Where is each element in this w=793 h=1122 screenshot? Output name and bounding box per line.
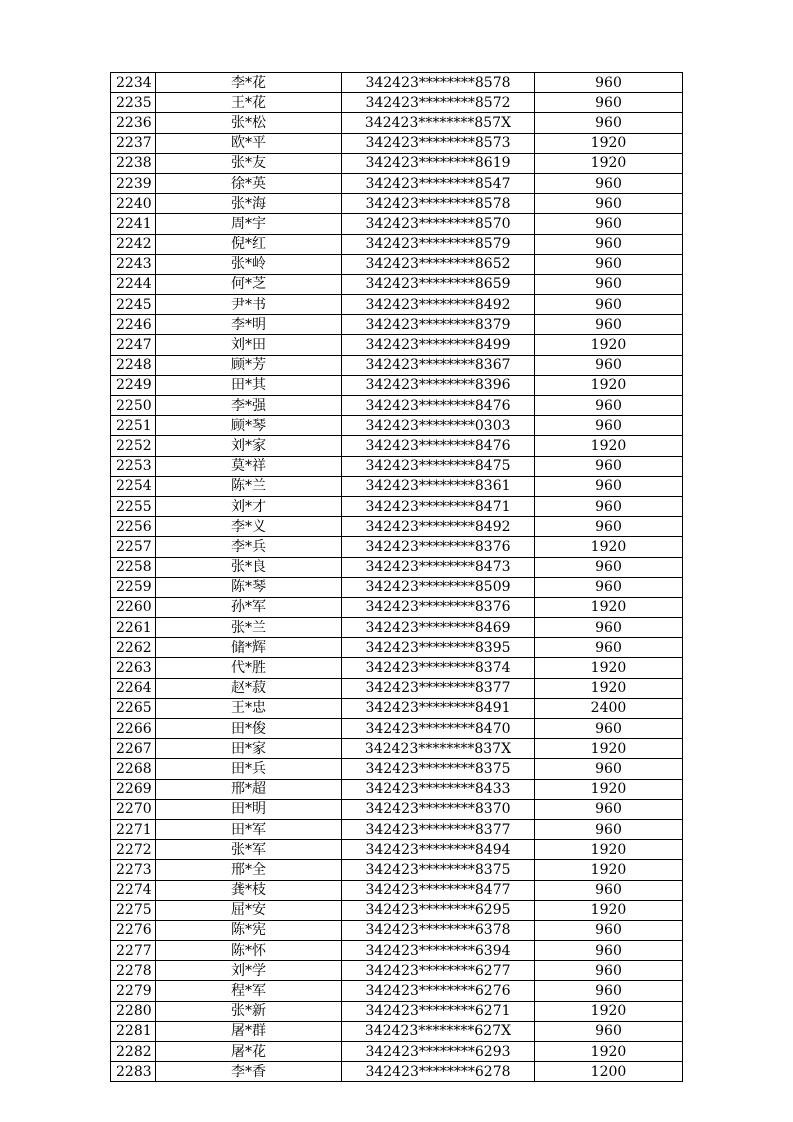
id-number-cell: 342423********8375: [342, 759, 535, 779]
id-number-cell: 342423********8377: [342, 678, 535, 698]
table-row: [111, 496, 683, 516]
id-number-cell: 342423********0303: [342, 416, 535, 436]
table-row: [111, 396, 683, 416]
amount-cell: 960: [535, 880, 683, 900]
amount-cell: 1920: [535, 1001, 683, 1021]
table-row: [111, 658, 683, 678]
id-number-cell: 342423********8547: [342, 173, 535, 193]
table-row: [111, 416, 683, 436]
table-row: [111, 638, 683, 658]
amount-cell: 960: [535, 496, 683, 516]
name-cell: 欧*平: [156, 133, 342, 153]
name-cell: 田*其: [156, 375, 342, 395]
amount-cell: 960: [535, 456, 683, 476]
table-row: [111, 73, 683, 93]
id-number-cell: 342423********8494: [342, 840, 535, 860]
amount-cell: 960: [535, 920, 683, 940]
row-number-cell: 2282: [111, 1042, 156, 1062]
row-number-cell: 2250: [111, 396, 156, 416]
id-number-cell: 342423********8374: [342, 658, 535, 678]
id-number-cell: 342423********6394: [342, 941, 535, 961]
amount-cell: 1920: [535, 153, 683, 173]
name-cell: 屠*群: [156, 1021, 342, 1041]
name-cell: 张*海: [156, 194, 342, 214]
amount-cell: 1920: [535, 658, 683, 678]
name-cell: 田*兵: [156, 759, 342, 779]
name-cell: 顾*琴: [156, 416, 342, 436]
amount-cell: 960: [535, 476, 683, 496]
name-cell: 王*忠: [156, 698, 342, 718]
table-row: [111, 860, 683, 880]
name-cell: 田*军: [156, 819, 342, 839]
id-number-cell: 342423********8652: [342, 254, 535, 274]
row-number-cell: 2267: [111, 739, 156, 759]
id-number-cell: 342423********8499: [342, 335, 535, 355]
id-number-cell: 342423********8509: [342, 577, 535, 597]
row-number-cell: 2271: [111, 819, 156, 839]
table-row: [111, 295, 683, 315]
id-number-cell: 342423********8470: [342, 719, 535, 739]
name-cell: 屠*花: [156, 1042, 342, 1062]
row-number-cell: 2249: [111, 375, 156, 395]
row-number-cell: 2258: [111, 557, 156, 577]
name-cell: 邢*全: [156, 860, 342, 880]
amount-cell: 1200: [535, 1062, 683, 1082]
row-number-cell: 2254: [111, 476, 156, 496]
amount-cell: 960: [535, 173, 683, 193]
row-number-cell: 2244: [111, 274, 156, 294]
row-number-cell: 2243: [111, 254, 156, 274]
amount-cell: 960: [535, 315, 683, 335]
amount-cell: 960: [535, 234, 683, 254]
name-cell: 程*军: [156, 981, 342, 1001]
row-number-cell: 2269: [111, 779, 156, 799]
name-cell: 张*军: [156, 840, 342, 860]
row-number-cell: 2242: [111, 234, 156, 254]
table-row: [111, 819, 683, 839]
name-cell: 何*芝: [156, 274, 342, 294]
table-row: [111, 557, 683, 577]
amount-cell: 960: [535, 93, 683, 113]
row-number-cell: 2246: [111, 315, 156, 335]
table-row: [111, 941, 683, 961]
amount-cell: 1920: [535, 597, 683, 617]
table-row: [111, 577, 683, 597]
table-row: [111, 113, 683, 133]
row-number-cell: 2264: [111, 678, 156, 698]
name-cell: 李*兵: [156, 537, 342, 557]
amount-cell: 960: [535, 416, 683, 436]
name-cell: 刘*田: [156, 335, 342, 355]
amount-cell: 1920: [535, 375, 683, 395]
name-cell: 李*花: [156, 73, 342, 93]
id-number-cell: 342423********8475: [342, 456, 535, 476]
table-row: [111, 900, 683, 920]
id-number-cell: 342423********8367: [342, 355, 535, 375]
row-number-cell: 2251: [111, 416, 156, 436]
row-number-cell: 2241: [111, 214, 156, 234]
id-number-cell: 342423********8476: [342, 436, 535, 456]
id-number-cell: 342423********8578: [342, 194, 535, 214]
id-number-cell: 342423********6278: [342, 1062, 535, 1082]
row-number-cell: 2263: [111, 658, 156, 678]
name-cell: 刘*学: [156, 961, 342, 981]
id-number-cell: 342423********8578: [342, 73, 535, 93]
table-row: [111, 375, 683, 395]
table-row: [111, 456, 683, 476]
row-number-cell: 2240: [111, 194, 156, 214]
amount-cell: 960: [535, 941, 683, 961]
table-row: [111, 678, 683, 698]
name-cell: 刘*才: [156, 496, 342, 516]
name-cell: 李*明: [156, 315, 342, 335]
row-number-cell: 2253: [111, 456, 156, 476]
id-number-cell: 342423********8379: [342, 315, 535, 335]
id-number-cell: 342423********8396: [342, 375, 535, 395]
id-number-cell: 342423********6271: [342, 1001, 535, 1021]
name-cell: 代*胜: [156, 658, 342, 678]
name-cell: 陈*怀: [156, 941, 342, 961]
row-number-cell: 2278: [111, 961, 156, 981]
id-number-cell: 342423********8473: [342, 557, 535, 577]
id-number-cell: 342423********837X: [342, 739, 535, 759]
name-cell: 李*强: [156, 396, 342, 416]
amount-cell: 1920: [535, 739, 683, 759]
row-number-cell: 2262: [111, 638, 156, 658]
row-number-cell: 2274: [111, 880, 156, 900]
row-number-cell: 2275: [111, 900, 156, 920]
table-row: [111, 476, 683, 496]
row-number-cell: 2280: [111, 1001, 156, 1021]
id-number-cell: 342423********8492: [342, 517, 535, 537]
id-number-cell: 342423********6277: [342, 961, 535, 981]
id-number-cell: 342423********857X: [342, 113, 535, 133]
id-number-cell: 342423********8619: [342, 153, 535, 173]
table-row: [111, 194, 683, 214]
row-number-cell: 2247: [111, 335, 156, 355]
name-cell: 顾*芳: [156, 355, 342, 375]
name-cell: 张*友: [156, 153, 342, 173]
table-row: [111, 920, 683, 940]
amount-cell: 960: [535, 214, 683, 234]
id-number-cell: 342423********8477: [342, 880, 535, 900]
name-cell: 莫*祥: [156, 456, 342, 476]
name-cell: 李*义: [156, 517, 342, 537]
amount-cell: 960: [535, 981, 683, 1001]
id-number-cell: 342423********8572: [342, 93, 535, 113]
table-row: [111, 1001, 683, 1021]
name-cell: 陈*琴: [156, 577, 342, 597]
row-number-cell: 2248: [111, 355, 156, 375]
amount-cell: 960: [535, 254, 683, 274]
amount-cell: 960: [535, 961, 683, 981]
name-cell: 孙*军: [156, 597, 342, 617]
amount-cell: 1920: [535, 537, 683, 557]
amount-cell: 960: [535, 113, 683, 133]
table-row: [111, 133, 683, 153]
id-number-cell: 342423********8492: [342, 295, 535, 315]
id-number-cell: 342423********8395: [342, 638, 535, 658]
id-number-cell: 342423********8659: [342, 274, 535, 294]
row-number-cell: 2245: [111, 295, 156, 315]
amount-cell: 1920: [535, 133, 683, 153]
row-number-cell: 2252: [111, 436, 156, 456]
row-number-cell: 2272: [111, 840, 156, 860]
table-row: [111, 880, 683, 900]
table-row: [111, 153, 683, 173]
name-cell: 陈*宪: [156, 920, 342, 940]
row-number-cell: 2268: [111, 759, 156, 779]
id-number-cell: 342423********6276: [342, 981, 535, 1001]
table-row: [111, 537, 683, 557]
amount-cell: 1920: [535, 1042, 683, 1062]
row-number-cell: 2276: [111, 920, 156, 940]
name-cell: 屈*安: [156, 900, 342, 920]
name-cell: 张*新: [156, 1001, 342, 1021]
row-number-cell: 2256: [111, 517, 156, 537]
name-cell: 田*俊: [156, 719, 342, 739]
row-number-cell: 2283: [111, 1062, 156, 1082]
table-row: [111, 597, 683, 617]
row-number-cell: 2273: [111, 860, 156, 880]
table-row: [111, 779, 683, 799]
row-number-cell: 2235: [111, 93, 156, 113]
name-cell: 田*家: [156, 739, 342, 759]
amount-cell: 1920: [535, 678, 683, 698]
name-cell: 王*花: [156, 93, 342, 113]
id-number-cell: 342423********8377: [342, 819, 535, 839]
table-row: [111, 961, 683, 981]
amount-cell: 2400: [535, 698, 683, 718]
id-number-cell: 342423********6295: [342, 900, 535, 920]
row-number-cell: 2259: [111, 577, 156, 597]
name-cell: 储*辉: [156, 638, 342, 658]
row-number-cell: 2234: [111, 73, 156, 93]
table-row: [111, 517, 683, 537]
name-cell: 徐*英: [156, 173, 342, 193]
table-body: [111, 73, 683, 1082]
amount-cell: 960: [535, 355, 683, 375]
table-row: [111, 698, 683, 718]
name-cell: 倪*红: [156, 234, 342, 254]
table-row: [111, 618, 683, 638]
id-number-cell: 342423********8570: [342, 214, 535, 234]
amount-cell: 1920: [535, 335, 683, 355]
amount-cell: 960: [535, 577, 683, 597]
amount-cell: 1920: [535, 900, 683, 920]
id-number-cell: 342423********8376: [342, 537, 535, 557]
amount-cell: 960: [535, 638, 683, 658]
amount-cell: 960: [535, 517, 683, 537]
row-number-cell: 2237: [111, 133, 156, 153]
id-number-cell: 342423********8573: [342, 133, 535, 153]
name-cell: 邢*超: [156, 779, 342, 799]
table-row: [111, 739, 683, 759]
table-row: [111, 335, 683, 355]
amount-cell: 960: [535, 73, 683, 93]
name-cell: 尹*书: [156, 295, 342, 315]
amount-cell: 960: [535, 759, 683, 779]
amount-cell: 960: [535, 799, 683, 819]
row-number-cell: 2260: [111, 597, 156, 617]
row-number-cell: 2270: [111, 799, 156, 819]
name-cell: 田*明: [156, 799, 342, 819]
subsidy-table: [110, 72, 683, 1082]
id-number-cell: 342423********8375: [342, 860, 535, 880]
table-row: [111, 436, 683, 456]
amount-cell: 960: [535, 194, 683, 214]
table-row: [111, 981, 683, 1001]
name-cell: 周*宇: [156, 214, 342, 234]
row-number-cell: 2277: [111, 941, 156, 961]
amount-cell: 960: [535, 295, 683, 315]
amount-cell: 1920: [535, 779, 683, 799]
amount-cell: 1920: [535, 436, 683, 456]
table-row: [111, 759, 683, 779]
row-number-cell: 2279: [111, 981, 156, 1001]
id-number-cell: 342423********8469: [342, 618, 535, 638]
name-cell: 赵*菽: [156, 678, 342, 698]
table-row: [111, 840, 683, 860]
amount-cell: 960: [535, 274, 683, 294]
row-number-cell: 2261: [111, 618, 156, 638]
table-row: [111, 173, 683, 193]
table-row: [111, 719, 683, 739]
amount-cell: 960: [535, 557, 683, 577]
amount-cell: 960: [535, 719, 683, 739]
name-cell: 张*良: [156, 557, 342, 577]
id-number-cell: 342423********8433: [342, 779, 535, 799]
id-number-cell: 342423********6378: [342, 920, 535, 940]
row-number-cell: 2281: [111, 1021, 156, 1041]
name-cell: 龚*枝: [156, 880, 342, 900]
id-number-cell: 342423********8491: [342, 698, 535, 718]
row-number-cell: 2257: [111, 537, 156, 557]
table-row: [111, 274, 683, 294]
id-number-cell: 342423********8376: [342, 597, 535, 617]
name-cell: 刘*家: [156, 436, 342, 456]
table-row: [111, 234, 683, 254]
table-row: [111, 355, 683, 375]
row-number-cell: 2236: [111, 113, 156, 133]
row-number-cell: 2265: [111, 698, 156, 718]
id-number-cell: 342423********8471: [342, 496, 535, 516]
amount-cell: 960: [535, 618, 683, 638]
name-cell: 张*兰: [156, 618, 342, 638]
id-number-cell: 342423********8476: [342, 396, 535, 416]
row-number-cell: 2238: [111, 153, 156, 173]
table-row: [111, 1042, 683, 1062]
amount-cell: 960: [535, 1021, 683, 1041]
amount-cell: 960: [535, 396, 683, 416]
id-number-cell: 342423********8361: [342, 476, 535, 496]
amount-cell: 1920: [535, 860, 683, 880]
id-number-cell: 342423********8370: [342, 799, 535, 819]
name-cell: 张*岭: [156, 254, 342, 274]
name-cell: 李*香: [156, 1062, 342, 1082]
amount-cell: 1920: [535, 840, 683, 860]
id-number-cell: 342423********627X: [342, 1021, 535, 1041]
table-row: [111, 315, 683, 335]
table-row: [111, 1062, 683, 1082]
row-number-cell: 2255: [111, 496, 156, 516]
name-cell: 陈*兰: [156, 476, 342, 496]
name-cell: 张*松: [156, 113, 342, 133]
table-row: [111, 214, 683, 234]
row-number-cell: 2266: [111, 719, 156, 739]
table-row: [111, 254, 683, 274]
table-row: [111, 799, 683, 819]
amount-cell: 960: [535, 819, 683, 839]
id-number-cell: 342423********6293: [342, 1042, 535, 1062]
table-row: [111, 1021, 683, 1041]
row-number-cell: 2239: [111, 173, 156, 193]
id-number-cell: 342423********8579: [342, 234, 535, 254]
table-row: [111, 93, 683, 113]
